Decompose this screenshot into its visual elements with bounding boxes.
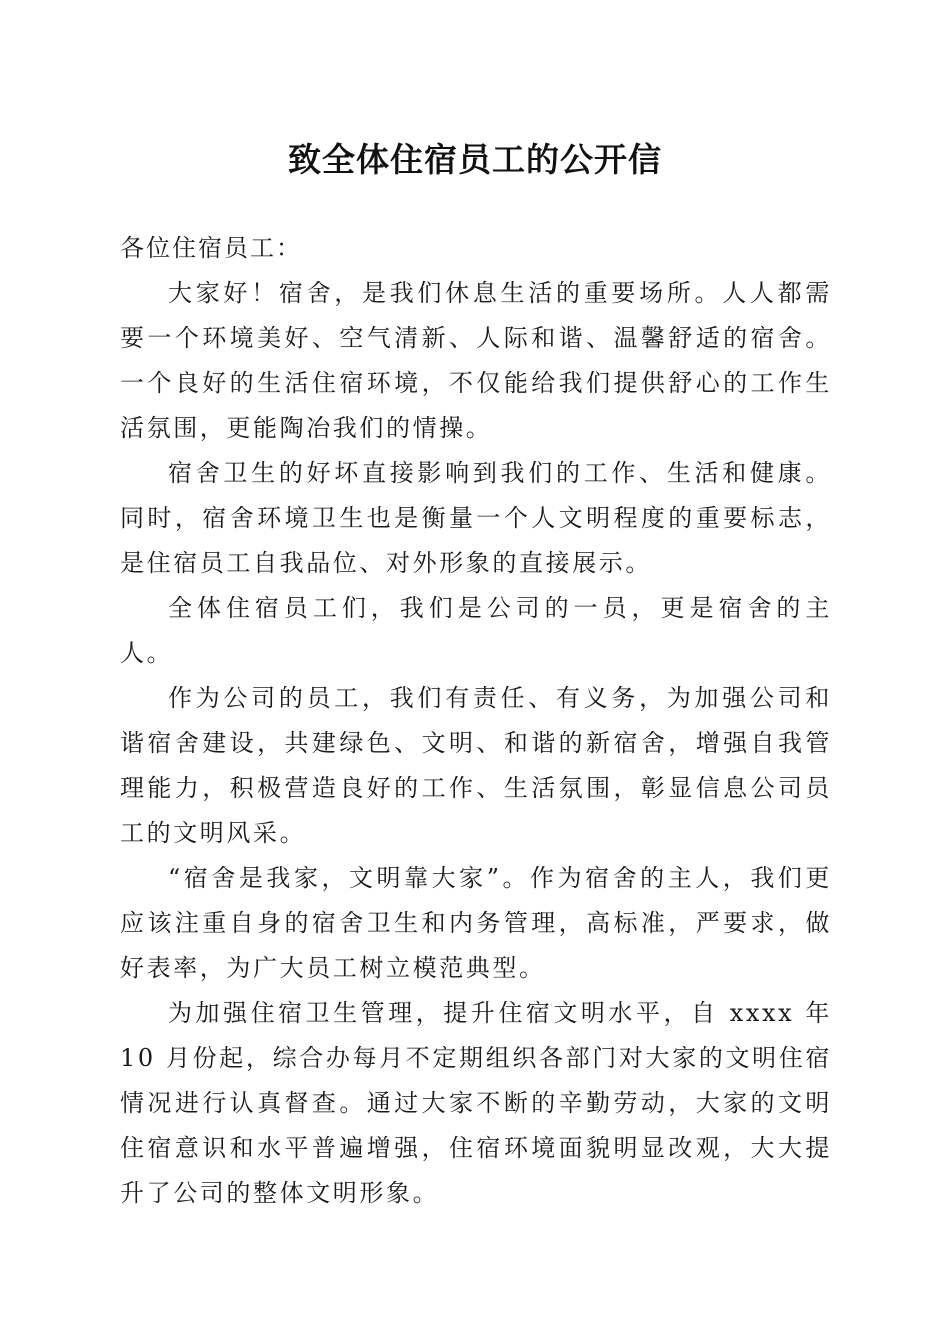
paragraph-4: 作为公司的员工，我们有责任、有义务，为加强公司和谐宿舍建设，共建绿色、文明、和谐的新宿舍，增强自我管理能力，积极营造良好的工作、生活氛围，彰显信息公司员工的文明风采。: [120, 684, 832, 847]
letter-body: [120, 226, 832, 1216]
paragraph-3: 全体住宿员工们，我们是公司的一员，更是宿舍的主人。: [120, 594, 832, 667]
salutation: 各位住宿员工：: [120, 234, 302, 262]
paragraph-6: 为加强住宿卫生管理，提升住宿文明水平，自 xxxx 年 10 月份起，综合办每月不定期组织各部门对大家的文明住宿情况进行认真督查。通过大家不断的辛勤劳动，大家的文明住宿意识和水平普遍增强，住宿环境面貌明显改观，大大提升了公司的整体文明形象。: [120, 999, 832, 1207]
paragraph-2: 宿舍卫生的好坏直接影响到我们的工作、生活和健康。同时，宿舍环境卫生也是衡量一个人文明程度的重要标志，是住宿员工自我品位、对外形象的直接展示。: [120, 459, 832, 577]
paragraph-1: 大家好！宿舍，是我们休息生活的重要场所。人人都需要一个环境美好、空气清新、人际和谐、温馨舒适的宿舍。一个良好的生活住宿环境，不仅能给我们提供舒心的工作生活氛围，更能陶冶我们的情操。: [120, 279, 832, 442]
page-title: 致全体住宿员工的公开信: [288, 140, 662, 179]
paragraph-5: “宿舍是我家，文明靠大家”。作为宿舍的主人，我们更应该注重自身的宿舍卫生和内务管理，高标准，严要求，做好表率，为广大员工树立模范典型。: [120, 864, 832, 982]
